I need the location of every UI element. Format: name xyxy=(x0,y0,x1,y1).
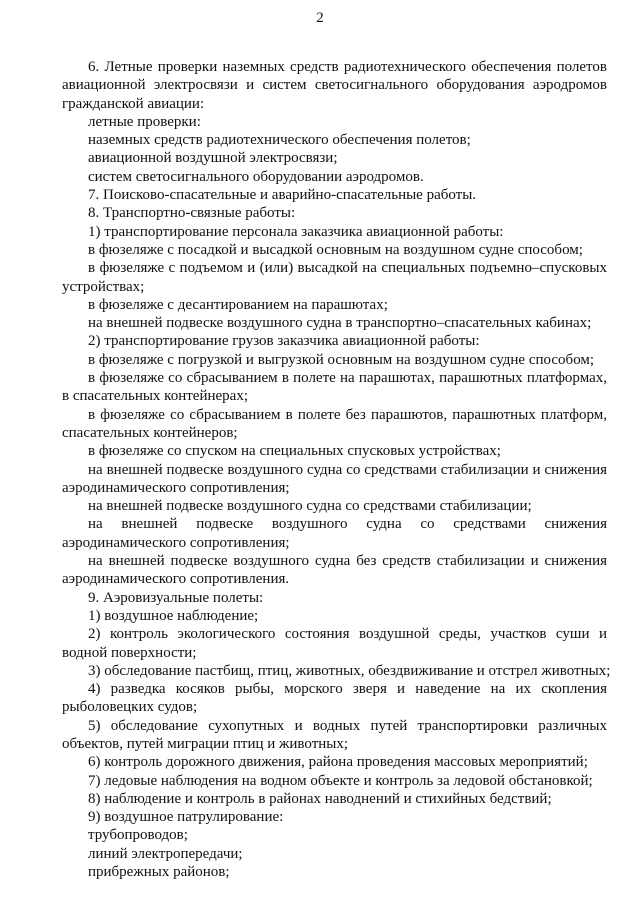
text-line: спасательных контейнеров; xyxy=(62,424,238,441)
text-line: летные проверки: xyxy=(88,113,201,130)
text-line: 7) ледовые наблюдения на водном объекте и контроль за ледовой обстановкой; xyxy=(88,772,593,789)
text-line: 1) транспортирование персонала заказчика авиационной работы: xyxy=(88,223,504,240)
text-line: линий электропередачи; xyxy=(88,845,243,862)
page-number: 2 xyxy=(316,10,324,26)
text-line: 2) контроль экологического состояния воздушной среды, участков суши и xyxy=(88,626,607,643)
text-line: 8. Транспортно-связные работы: xyxy=(88,205,296,222)
text-line: 9) воздушное патрулирование: xyxy=(88,809,284,826)
text-line: на внешней подвеске воздушного судна со средствами стабилизации и снижения xyxy=(88,461,607,478)
text-line: 5) обследование сухопутных и водных путей транспортировки различных xyxy=(88,717,607,734)
text-line: 1) воздушное наблюдение; xyxy=(88,607,259,624)
text-line: систем светосигнального оборудовании аэродромов. xyxy=(88,168,424,185)
text-line: рыболовецких судов; xyxy=(62,699,198,716)
text-line: водной поверхности; xyxy=(62,644,197,661)
text-line: в фюзеляже со сбрасыванием в полете на парашютах, парашютных платформах, xyxy=(88,370,607,387)
text-line: в фюзеляже с подъемом и (или) высадкой на специальных подъемно–спусковых xyxy=(88,260,607,277)
text-line: на внешней подвеске воздушного судна без средств стабилизации и снижения xyxy=(88,553,607,570)
text-line: на внешней подвеске воздушного судна со средствами снижения xyxy=(88,516,607,533)
text-line: 9. Аэровизуальные полеты: xyxy=(88,589,264,606)
text-line: гражданской авиации: xyxy=(62,95,205,112)
text-line: 2) транспортирование грузов заказчика авиационной работы: xyxy=(88,333,480,350)
text-line: на внешней подвеске воздушного судна в транспортно–спасательных кабинах; xyxy=(88,315,592,332)
text-line: 7. Поисково-спасательные и аварийно-спасательные работы. xyxy=(88,187,477,204)
text-line: в фюзеляже с посадкой и высадкой основным на воздушном судне способом; xyxy=(88,241,583,258)
text-line: аэродинамического сопротивления; xyxy=(62,534,290,551)
text-line: 6) контроль дорожного движения, района проведения массовых мероприятий; xyxy=(88,754,588,771)
text-line: в фюзеляже со спуском на специальных спусковых устройствах; xyxy=(88,443,501,460)
text-line: устройствах; xyxy=(62,278,145,295)
text-line: 4) разведка косяков рыбы, морского зверя и наведение на их скопления xyxy=(88,681,607,698)
text-line: авиационной электросвязи и систем светосигнального оборудования аэродромов xyxy=(62,77,607,94)
text-line: в фюзеляже с погрузкой и выгрузкой основным на воздушном судне способом; xyxy=(88,351,595,368)
text-line: 6. Летные проверки наземных средств радиотехнического обеспечения полетов xyxy=(88,59,607,75)
text-line: объектов, путей миграции птиц и животных; xyxy=(62,735,349,752)
text-line: аэродинамического сопротивления; xyxy=(62,479,290,496)
text-line: 8) наблюдение и контроль в районах наводнений и стихийных бедствий; xyxy=(88,790,552,807)
text-line: на внешней подвеске воздушного судна со средствами стабилизации; xyxy=(88,498,532,515)
document-body xyxy=(62,58,611,881)
text-line: трубопроводов; xyxy=(88,827,188,844)
text-line: в спасательных контейнерах; xyxy=(62,388,248,405)
text-line: прибрежных районов; xyxy=(88,864,230,881)
text-line: в фюзеляже с десантированием на парашютах; xyxy=(88,296,388,313)
text-line: авиационной воздушной электросвязи; xyxy=(88,150,338,167)
text-line: в фюзеляже со сбрасыванием в полете без парашютов, парашютных платформ, xyxy=(88,406,607,423)
text-line: 3) обследование пастбищ, птиц, животных, обездвиживание и отстрел животных; xyxy=(88,662,611,679)
text-line: аэродинамического сопротивления. xyxy=(62,571,290,588)
text-line: наземных средств радиотехнического обеспечения полетов; xyxy=(88,132,471,149)
